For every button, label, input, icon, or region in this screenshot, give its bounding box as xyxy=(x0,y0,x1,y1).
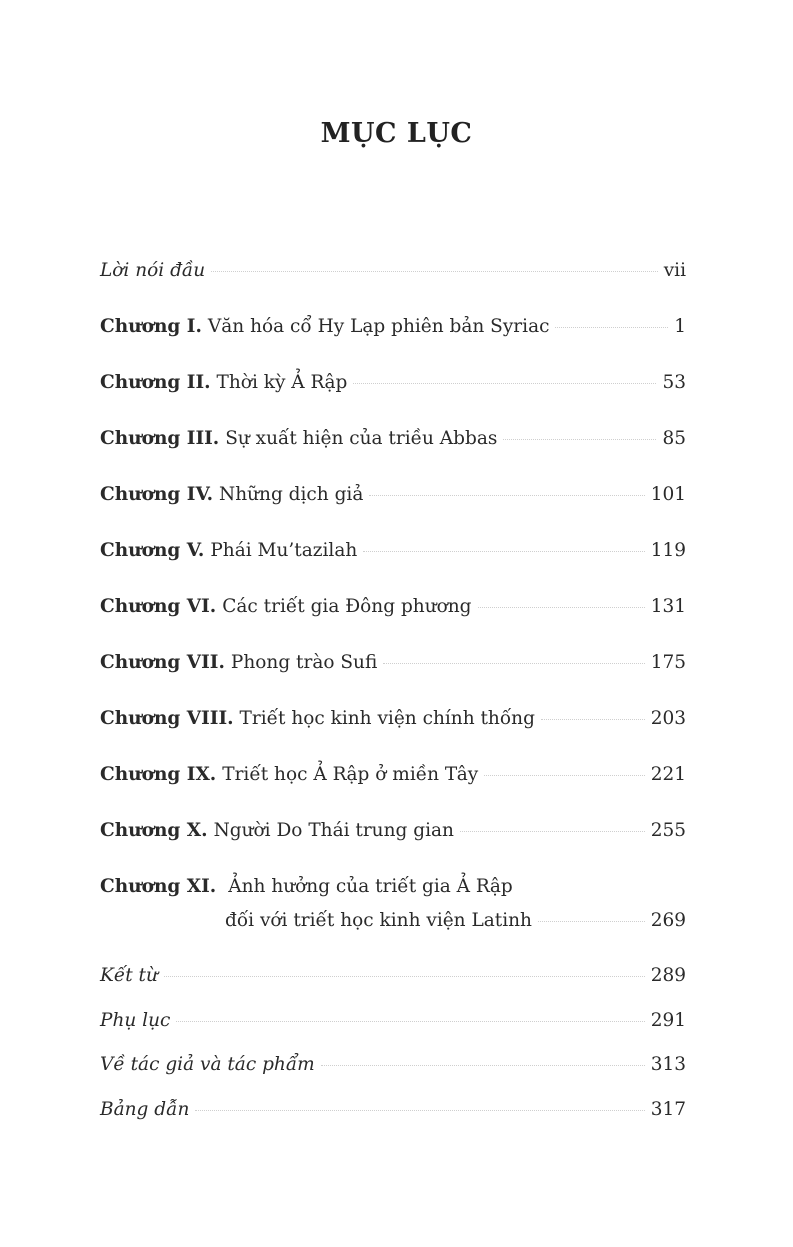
dot-leader xyxy=(541,719,645,720)
dot-leader xyxy=(538,921,645,922)
page-number: 317 xyxy=(650,1099,686,1120)
dot-leader xyxy=(383,663,644,664)
toc-entry-chapter-5 xyxy=(100,538,686,564)
chapter-number: Chương XI. xyxy=(100,876,217,897)
chapter-title: Phong trào Sufi xyxy=(230,652,378,673)
page-number: 313 xyxy=(650,1054,686,1075)
chapter-title: Triết học kinh viện chính thống xyxy=(239,708,535,729)
chapter-title: Thời kỳ Ả Rập xyxy=(216,372,348,393)
chapter-number: Chương I. xyxy=(100,316,202,337)
entry-label: Về tác giả và tác phẩm xyxy=(100,1054,315,1075)
chapter-title: Triết học Ả Rập ở miền Tây xyxy=(222,764,479,785)
page-number: 53 xyxy=(662,372,686,393)
chapter-title: Những dịch giả xyxy=(219,484,364,505)
chapter-number: Chương V. xyxy=(100,540,205,561)
page-number: 131 xyxy=(650,596,686,617)
toc-entry-chapter-10 xyxy=(100,818,686,844)
toc-entry-about-author xyxy=(100,1052,686,1078)
dot-leader xyxy=(555,327,668,328)
chapter-title: Văn hóa cổ Hy Lạp phiên bản Syriac xyxy=(207,316,550,337)
dot-leader xyxy=(321,1065,645,1066)
dot-leader xyxy=(503,439,656,440)
chapter-number: Chương VII. xyxy=(100,652,225,673)
toc-entry-chapter-8 xyxy=(100,706,686,732)
toc-entry-appendix xyxy=(100,1008,686,1034)
page-number: 291 xyxy=(650,1010,686,1031)
dot-leader xyxy=(353,383,656,384)
entry-label: Bảng dẫn xyxy=(100,1099,190,1120)
page-number: 85 xyxy=(662,428,686,449)
chapter-number: Chương II. xyxy=(100,372,211,393)
chapter-title: Phái Mu’tazilah xyxy=(210,540,358,561)
chapter-number: Chương III. xyxy=(100,428,220,449)
dot-leader xyxy=(176,1021,644,1022)
page-number: 289 xyxy=(650,965,686,986)
dot-leader xyxy=(211,271,658,272)
page-number: 255 xyxy=(650,820,686,841)
toc-entry-chapter-3 xyxy=(100,426,686,452)
dot-leader xyxy=(369,495,644,496)
dot-leader xyxy=(363,551,644,552)
toc-entry-conclusion xyxy=(100,963,686,989)
toc-entry-index xyxy=(100,1097,686,1123)
toc-entry-chapter-11 xyxy=(100,874,686,934)
page-number: 175 xyxy=(650,652,686,673)
chapter-number: Chương VIII. xyxy=(100,708,234,729)
chapter-title: Các triết gia Đông phương xyxy=(222,596,472,617)
page-title: MỤC LỤC xyxy=(320,118,473,149)
page-number: 221 xyxy=(650,764,686,785)
entry-label: Lời nói đầu xyxy=(100,260,206,281)
chapter-title: Sự xuất hiện của triều Abbas xyxy=(225,428,498,449)
chapter-number: Chương IV. xyxy=(100,484,214,505)
page-number: 101 xyxy=(650,484,686,505)
entry-label: Phụ lục xyxy=(100,1010,171,1031)
dot-leader xyxy=(195,1110,644,1111)
chapter-number: Chương VI. xyxy=(100,596,217,617)
page-number: 1 xyxy=(674,316,686,337)
toc-entry-chapter-6 xyxy=(100,594,686,620)
dot-leader xyxy=(478,607,645,608)
page-number: 269 xyxy=(650,910,686,931)
dot-leader xyxy=(164,976,645,977)
page-number: 203 xyxy=(650,708,686,729)
chapter-number: Chương X. xyxy=(100,820,208,841)
dot-leader xyxy=(484,775,644,776)
toc-entry-chapter-4 xyxy=(100,482,686,508)
toc-entry-chapter-2 xyxy=(100,370,686,396)
chapter-title: Người Do Thái trung gian xyxy=(213,820,454,841)
toc-entry-chapter-9 xyxy=(100,762,686,788)
toc-entry-chapter-1 xyxy=(100,314,686,340)
chapter-number: Chương IX. xyxy=(100,764,217,785)
chapter-title-line-1: Ảnh hưởng của triết gia Ả Rập xyxy=(228,876,513,897)
entry-label: Kết từ xyxy=(100,965,158,986)
page-number: vii xyxy=(663,260,686,281)
page-number: 119 xyxy=(650,540,686,561)
dot-leader xyxy=(460,831,645,832)
toc-entry-chapter-7 xyxy=(100,650,686,676)
toc-entry-preface xyxy=(100,258,686,284)
chapter-title-line-2: đối với triết học kinh viện Latinh xyxy=(225,910,532,931)
